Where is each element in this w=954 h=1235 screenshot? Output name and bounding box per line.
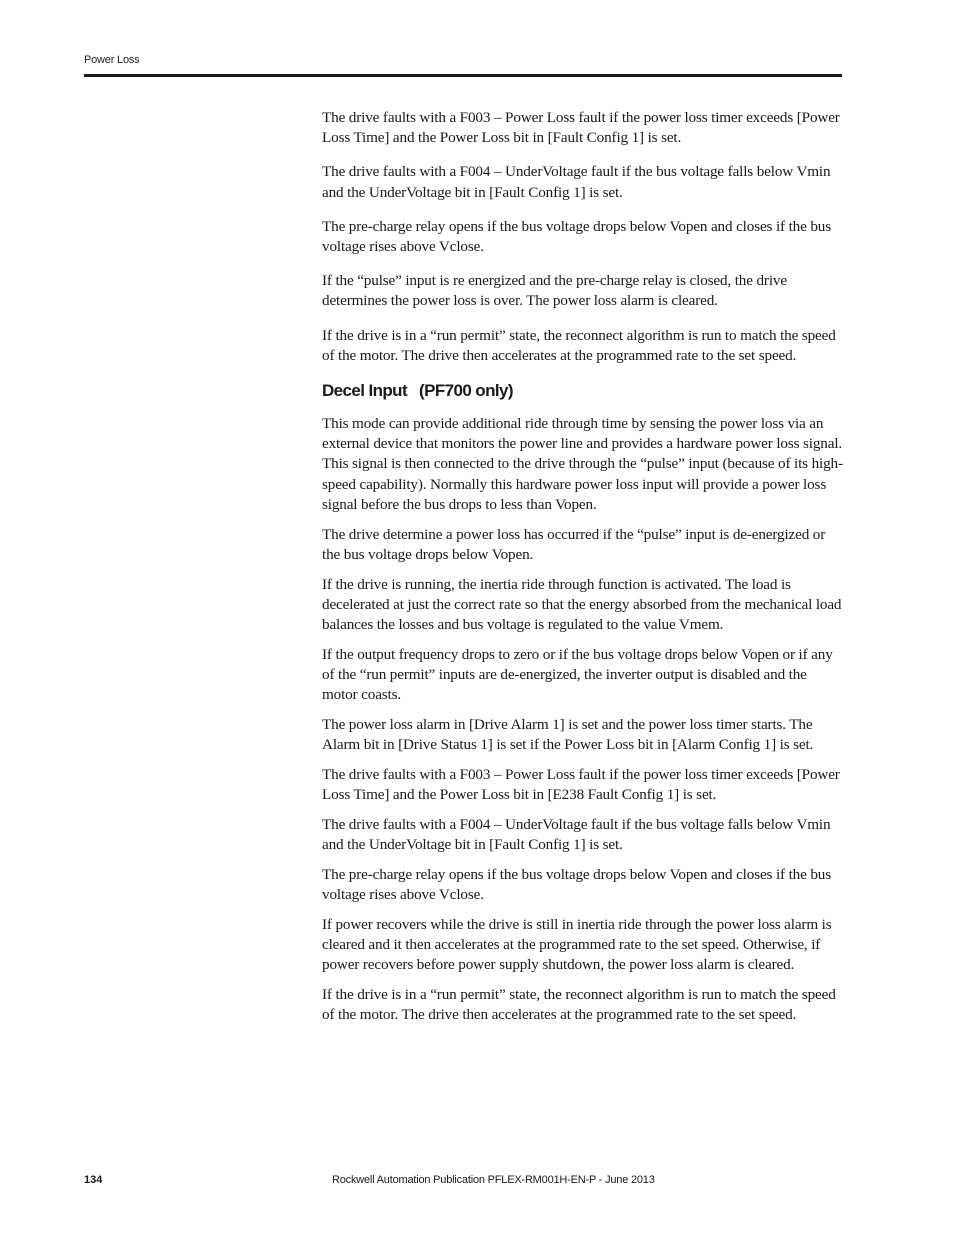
publication-info: Rockwell Automation Publication PFLEX-RM001H-EN-P - June 2013 (332, 1174, 655, 1186)
paragraph: The pre-charge relay opens if the bus voltage drops below Vopen and closes if the bus voltage rises above Vclose. (322, 217, 831, 256)
header-rule (84, 74, 842, 77)
section-heading (322, 380, 844, 402)
paragraph: The pre-charge relay opens if the bus voltage drops below Vopen and closes if the bus voltage rises above Vclose. (322, 866, 831, 904)
running-head-title: Power Loss (84, 54, 140, 66)
paragraph: The drive determine a power loss has occurred if the “pulse” input is de-energized or the bus voltage drops below Vopen. (322, 525, 826, 563)
section-heading-note: (PF700 only) (419, 381, 513, 401)
paragraph: If the drive is running, the inertia ride through function is activated. The load is decelerated at just the correct rate so that the energy absorbed from the mechanical load balances the losses and bus voltage is regulated to the value Vmem. (322, 575, 842, 634)
paragraph: If the “pulse” input is re energized and the pre-charge relay is closed, the drive determines the power loss is over. The power loss alarm is cleared. (322, 272, 787, 310)
paragraph: The drive faults with a F003 – Power Loss fault if the power loss timer exceeds [Power Loss Time] and the Power Loss bit in [E238 Fault Config 1] is set. (322, 766, 840, 804)
section-paragraphs (322, 414, 844, 1026)
paragraph: This mode can provide additional ride through time by sensing the power loss via an external device that monitors the power line and provides a hardware power loss signal. This signal is then connected to the drive through the “pulse” input (because of its high-speed capability). Normally this hardware power loss input will provide a power loss signal before the bus drops to less than Vopen. (322, 415, 843, 513)
page-number: 134 (84, 1174, 103, 1186)
paragraph: The drive faults with a F004 – UnderVoltage fault if the bus voltage falls below Vmin and the UnderVoltage bit in [Fault Config 1] is set. (322, 816, 831, 854)
paragraph: The drive faults with a F004 – UnderVoltage fault if the bus voltage falls below Vmin and the UnderVoltage bit in [Fault Config 1] is set. (322, 163, 831, 201)
paragraph: If the drive is in a “run permit” state, the reconnect algorithm is run to match the speed of the motor. The drive then accelerates at the programmed rate to the set speed. (322, 326, 836, 364)
paragraph: If power recovers while the drive is still in inertia ride through the power loss alarm is cleared and it then accelerates at the programmed rate to the set speed. Otherwise, if power recovers before power supply shutdown, the power loss alarm is cleared. (322, 916, 832, 974)
section-heading-title: Decel Input (322, 381, 408, 401)
paragraph: If the drive is in a “run permit” state, the reconnect algorithm is run to match the speed of the motor. The drive then accelerates at the programmed rate to the set speed. (322, 986, 836, 1024)
paragraph: The drive faults with a F003 – Power Loss fault if the power loss timer exceeds [Power Loss Time] and the Power Loss bit in [Fault Config 1] is set. (322, 109, 840, 147)
paragraph: The power loss alarm in [Drive Alarm 1] is set and the power loss timer starts. The Alarm bit in [Drive Status 1] is set if the Power Loss bit in [Alarm Config 1] is set. (322, 716, 814, 754)
page-body (322, 108, 844, 1035)
intro-paragraphs (322, 108, 844, 366)
paragraph: If the output frequency drops to zero or if the bus voltage drops below Vopen or if any of the “run permit” inputs are de-energized, the inverter output is disabled and the motor coasts. (322, 645, 833, 704)
